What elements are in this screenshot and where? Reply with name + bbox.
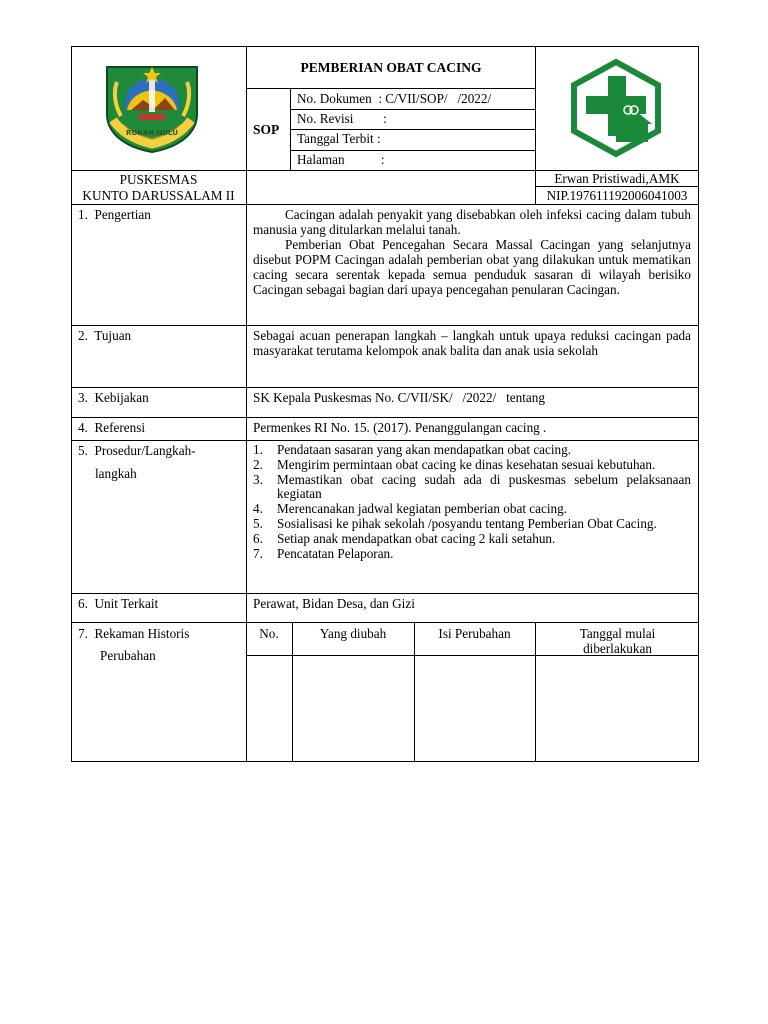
field-no-revisi: No. Revisi : <box>297 111 387 126</box>
regency-logo <box>103 62 201 154</box>
prosedur-step: 6. Setiap anak mendapatkan obat cacing 2 kali setahun. <box>253 530 556 546</box>
prosedur-steps-list <box>253 443 691 561</box>
header-field-line-1 <box>290 109 536 110</box>
row-line-7 <box>71 622 699 623</box>
history-col-2 <box>414 622 415 762</box>
puskesmas-health-logo <box>566 58 666 158</box>
field-no-dokumen: No. Dokumen : C/VII/SOP/ /2022/ <box>297 91 492 106</box>
table-border-bottom <box>71 761 699 762</box>
history-col-content-header: Isi Perubahan <box>438 626 511 641</box>
org-name-line1: PUSKESMAS <box>119 172 198 187</box>
table-border-left <box>71 46 72 762</box>
rekaman-label: 7. Rekaman Historis <box>78 626 190 641</box>
row-line-6 <box>71 593 699 594</box>
prosedur-step: 2. Mengirim permintaan obat cacing ke dinas kesehatan sesuai kebutuhan. <box>253 456 656 472</box>
history-col-no-header: No. <box>259 626 279 641</box>
prosedur-label: 5. Prosedur/Langkah- <box>78 443 196 458</box>
history-col-1 <box>292 622 293 762</box>
unit-terkait-label: 6. Unit Terkait <box>78 596 159 611</box>
pengertian-paragraph-1: Cacingan adalah penyakit yang disebabkan oleh infeksi cacing dalam tubuh manusia yang ditularkan melalui tanah. <box>253 207 691 237</box>
header-field-line-3 <box>290 150 536 151</box>
row-line-2 <box>71 325 699 326</box>
sop-label: SOP <box>253 122 280 137</box>
field-halaman: Halaman : <box>297 152 385 167</box>
table-border-top <box>71 46 699 47</box>
prosedur-label-cont: langkah <box>95 466 137 481</box>
prosedur-step: 7. Pencatatan Pelaporan. <box>253 545 394 561</box>
referensi-text: Permenkes RI No. 15. (2017). Penanggulangan cacing . <box>253 420 547 435</box>
row-line-5 <box>71 440 699 441</box>
unit-terkait-text: Perawat, Bidan Desa, dan Gizi <box>253 596 415 611</box>
prosedur-step: 3. Memastikan obat cacing sudah ada di puskesmas sebelum pelaksanaan kegiatan <box>253 471 691 502</box>
referensi-label: 4. Referensi <box>78 420 146 435</box>
kebijakan-text: SK Kepala Puskesmas No. C/VII/SK/ /2022/ tentang <box>253 390 545 405</box>
regency-logo-text <box>126 129 178 137</box>
rekaman-label-cont: Perubahan <box>100 648 156 663</box>
header-field-line-2 <box>290 129 536 130</box>
svg-text:ROKAN HULU: ROKAN HULU <box>126 129 178 137</box>
header-signer-line <box>535 186 699 187</box>
history-col-date-header: Tanggal mulai diberlakukan <box>579 626 656 656</box>
header-title-line <box>246 88 536 89</box>
history-col-3 <box>535 622 536 762</box>
row-line-4 <box>71 417 699 418</box>
prosedur-step: 1. Pendataan sasaran yang akan mendapatkan obat cacing. <box>253 442 572 457</box>
prosedur-step: 4. Merencanakan jadwal kegiatan pemberian obat cacing. <box>253 501 567 517</box>
document-title: PEMBERIAN OBAT CACING <box>300 60 482 75</box>
prosedur-step: 5. Sosialisasi ke pihak sekolah /posyandu tentang Pemberian Obat Cacing. <box>253 515 657 531</box>
org-name-line2: KUNTO DARUSSALAM II <box>82 188 235 203</box>
kebijakan-label: 3. Kebijakan <box>78 390 149 405</box>
field-tanggal-terbit: Tanggal Terbit : <box>297 131 381 146</box>
tujuan-text: Sebagai acuan penerapan langkah – langkah untuk upaya reduksi cacingan pada masyarakat terutama kelompok anak balita dan anak usia sekolah <box>253 328 691 358</box>
row-line-1 <box>71 204 699 205</box>
pengertian-paragraph-2: Pemberian Obat Pencegahan Secara Massal Cacingan yang selanjutnya disebut POPM Cacingan adalah pemberian obat yang dilakukan untuk mematikan cacing secara serentak kepada semua penduduk sasaran di wilayah berisiko Cacingan sebagai bagian dari upaya pencegahan penularan Cacingan. <box>253 237 691 297</box>
pengertian-label: 1. Pengertian <box>78 207 151 222</box>
tujuan-label: 2. Tujuan <box>78 328 132 343</box>
signer-nip: NIP.197611192006041003 <box>546 188 688 203</box>
signer-name: Erwan Pristiwadi,AMK <box>554 171 680 186</box>
history-col-changed-header: Yang diubah <box>319 626 387 641</box>
row-line-3 <box>71 387 699 388</box>
